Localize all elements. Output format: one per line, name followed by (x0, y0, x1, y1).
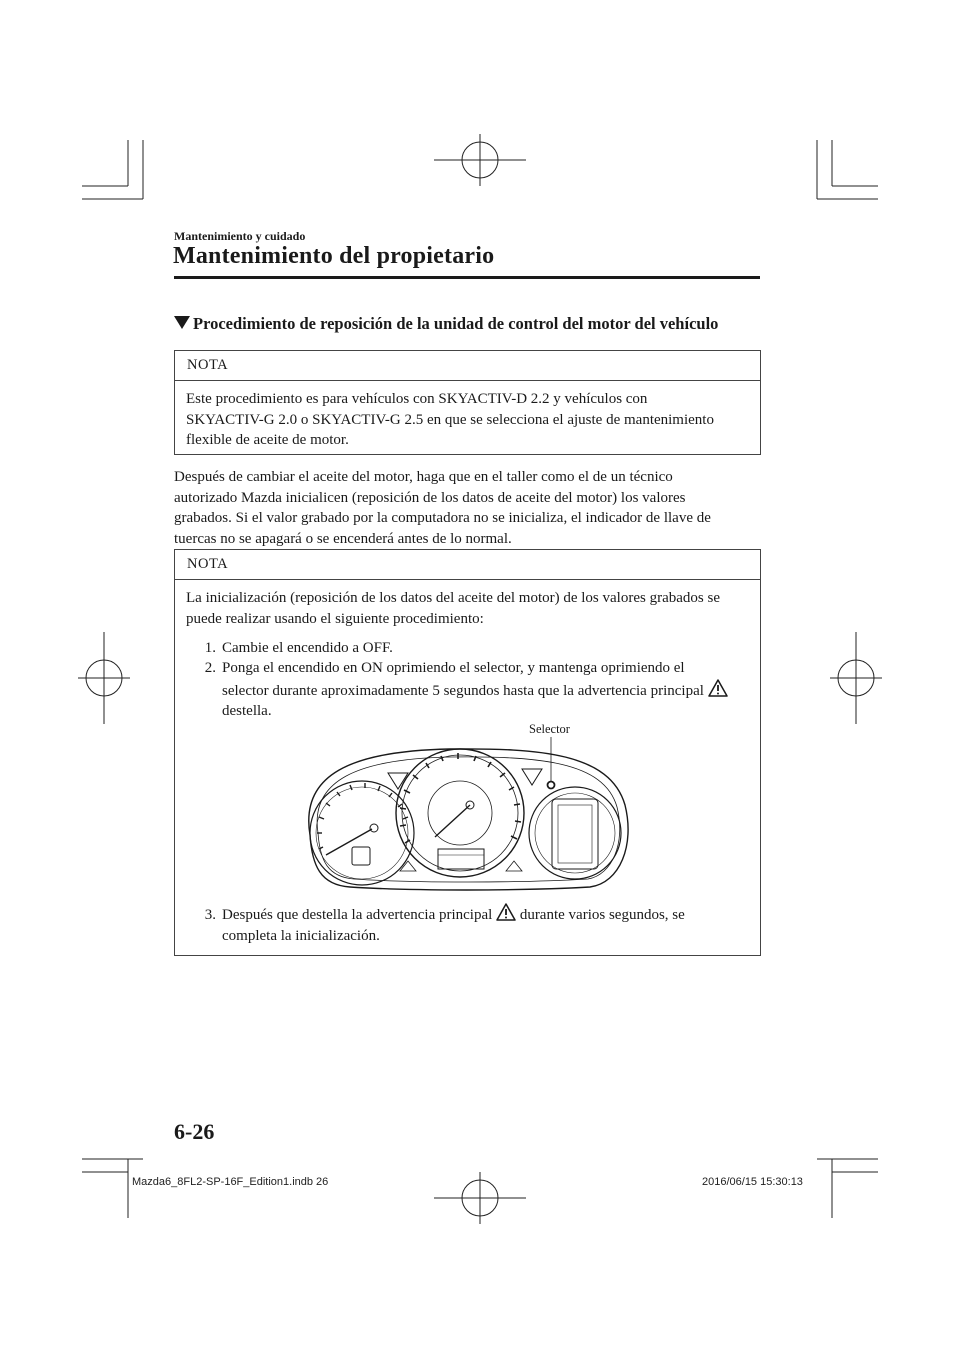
footer-timestamp: 2016/06/15 15:30:13 (702, 1176, 803, 1188)
body-paragraph (174, 467, 764, 549)
note-line: puede realizar usando el siguiente procedimiento: (186, 610, 484, 627)
instrument-cluster-illustration (290, 715, 645, 895)
page-title: Mantenimiento del propietario (173, 243, 495, 269)
step-text: Ponga el encendido en ON oprimiendo el selector, y mantenga oprimiendo el (222, 660, 685, 676)
note-line: Este procedimiento es para vehículos con SKYACTIV-D 2.2 y vehículos con (186, 391, 648, 407)
paragraph-line: Después de cambiar el aceite del motor, haga que en el taller como el de un técnico (174, 469, 673, 485)
step-number: 3. (204, 907, 216, 923)
note-intro (175, 580, 760, 629)
step-text: completa la inicialización. (222, 927, 380, 944)
subheading-text: Procedimiento de reposición de la unidad de control del motor del vehículo (193, 314, 719, 333)
paragraph-line: autorizado Mazda inicialicen (reposición de los datos de aceite del motor) los valores (174, 489, 686, 506)
warning-triangle-icon (708, 679, 728, 697)
step-number: 1. (204, 640, 216, 656)
note-title: NOTA (175, 550, 760, 580)
registration-mark-icon (78, 632, 130, 724)
step-2 (188, 658, 728, 722)
subheading (174, 314, 718, 334)
paragraph-line: tuercas no se apagará o se encenderá antes de lo normal. (174, 530, 512, 547)
step-text: destella. (222, 703, 272, 719)
note-line: La inicialización (reposición de los datos del aceite del motor) de los valores grabados se (186, 590, 720, 606)
step-text: durante varios segundos, se (519, 907, 685, 923)
page-number: 6-26 (174, 1119, 215, 1144)
step-number: 2. (204, 660, 216, 676)
section-label: Mantenimiento y cuidado (174, 229, 306, 243)
title-rule (174, 276, 760, 279)
note-box (174, 350, 761, 455)
note-body (175, 381, 760, 451)
registration-mark-icon (434, 134, 526, 186)
step-1 (188, 638, 393, 659)
paragraph-line: grabados. Si el valor grabado por la computadora no se inicializa, el indicador de llave de (174, 510, 711, 526)
step-text: selector durante aproximadamente 5 segundos hasta que la advertencia principal (222, 682, 704, 699)
selector-label: Selector (529, 722, 570, 736)
note-line: flexible de aceite de motor. (186, 432, 349, 448)
note-title: NOTA (175, 351, 760, 381)
warning-triangle-icon (496, 903, 516, 921)
registration-mark-icon (830, 632, 882, 724)
registration-mark-icon (434, 1172, 526, 1224)
step-text: Cambie el encendido a OFF. (222, 640, 393, 656)
note-line: SKYACTIV-G 2.0 o SKYACTIV-G 2.5 en que se selecciona el ajuste de mantenimiento (186, 411, 714, 428)
step-3 (188, 903, 685, 946)
note-box (174, 549, 761, 956)
triangle-down-icon (174, 316, 190, 329)
step-text: Después que destella la advertencia principal (222, 907, 493, 923)
footer-file: Mazda6_8FL2-SP-16F_Edition1.indb 26 (132, 1176, 329, 1188)
